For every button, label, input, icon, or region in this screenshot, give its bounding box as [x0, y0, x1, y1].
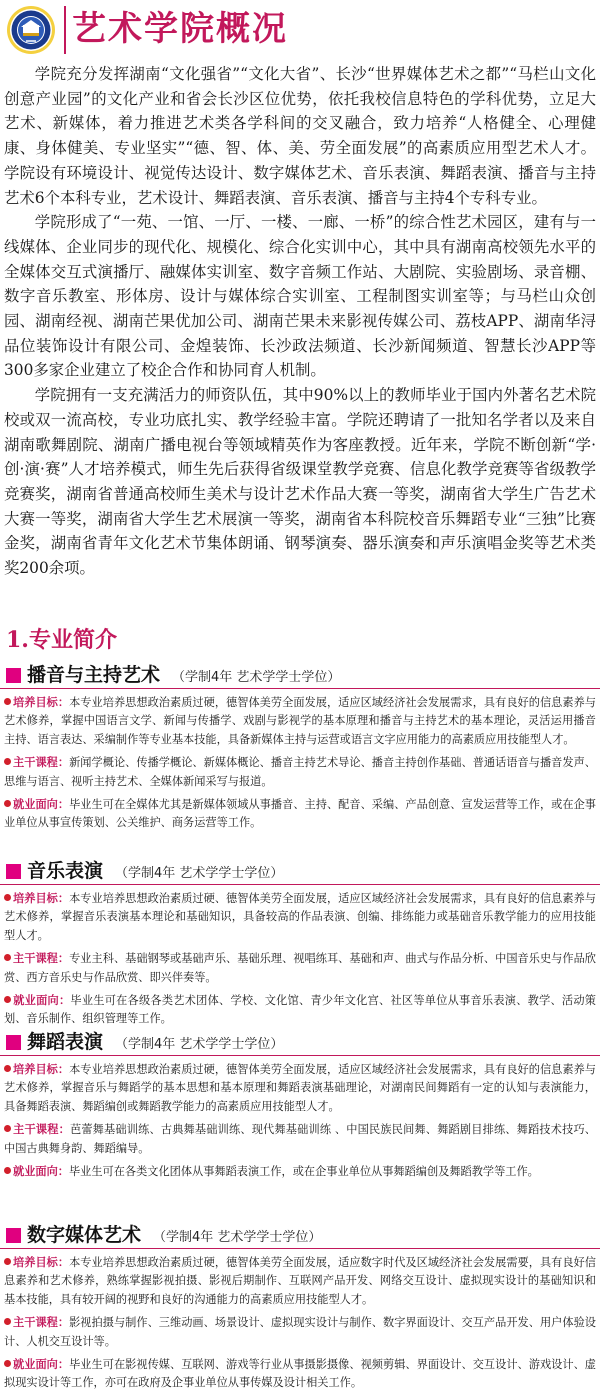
bullet-dot-icon [4, 996, 11, 1003]
major-music-performance [0, 860, 600, 1029]
bullet-dot-icon [4, 800, 11, 807]
course-text: 新闻学概论、传播学概论、新媒体概论、播音主持艺术导论、播音主持创作基础、普通话语音与播音发声、思维与语言、视听主持艺术、全媒体新闻采写与报道。 [4, 756, 596, 788]
square-bullet-icon [6, 668, 21, 683]
section-title: 1.专业简介 [6, 627, 117, 653]
job-label: 就业面向： [13, 797, 70, 812]
goal-label: 培养目标： [13, 1255, 70, 1269]
header [0, 0, 600, 56]
major-jobs [4, 795, 596, 833]
goal-label: 培养目标： [13, 1062, 70, 1076]
major-name: 舞蹈表演 （学制4年 艺术学学士学位） [27, 1031, 284, 1053]
bullet-dot-icon [4, 954, 11, 961]
job-label: 就业面向： [13, 1357, 70, 1372]
major-header [0, 664, 600, 689]
university-emblem-icon [6, 5, 56, 55]
goal-text: 本专业培养思想政治素质过硬、德智体美劳全面发展，适应区域经济社会发展需求，具有良好的信息素养与艺术修养，掌握音乐表演基本理论和基础知识，具备较高的作品表演、创编、排练能力或基础音乐教学能力的应用技能型人才。 [4, 892, 596, 942]
major-jobs [4, 1355, 596, 1393]
major-degree: （学制4年 艺术学学士学位） [115, 1037, 284, 1052]
major-name: 播音与主持艺术 （学制4年 艺术学学士学位） [27, 664, 341, 686]
intro-paragraph: 学院拥有一支充满活力的师资队伍，其中90%以上的教师毕业于国内外著名艺术院校或双一流高校，专业功底扎实、教学经验丰富。学院还聘请了一批知名学者以及来自湖南歌舞剧院、湖南广播电视台等领域精英作为客座教授。近年来，学院不断创新“学·创·演·赛”人才培养模式，师生先后获得省级课堂教学竞赛、信息化教学竞赛等省级教学竞赛奖，湖南省普通高校师生美术与设计艺术作品大赛一等奖，湖南省大学生广告艺术大赛一等奖，湖南省大学生艺术展演一等奖，湖南省本科院校音乐舞蹈专业“三独”比赛金奖，湖南省青年文化艺术节集体朗诵、钢琴演奏、器乐演奏和声乐演唱金奖等艺术类奖200余项。 [4, 386, 596, 578]
major-jobs [4, 1162, 596, 1181]
course-label: 主干课程： [13, 1315, 70, 1330]
bullet-dot-icon [4, 1065, 11, 1072]
major-courses [4, 949, 596, 987]
major-goal [4, 1060, 596, 1116]
goal-text: 本专业培养思想政治素质过硬，德智体美劳全面发展，适应数字时代及区域经济社会发展需要，具有良好信息素养和艺术修养，熟练掌握影视拍摄、影视后期制作、互联网产品开发、网络交互设计、虚拟现实设计的基础知识和基本技能，具有较开阔的视野和良好的沟通能力的高素质应用技能型人才。 [4, 1256, 596, 1306]
course-text: 影视拍摄与制作、三维动画、场景设计、虚拟现实设计与制作、数字界面设计、交互产品开发、用户体验设计、人机交互设计等。 [4, 1316, 596, 1348]
goal-label: 培养目标： [13, 695, 70, 709]
major-digital-media-art [0, 1224, 600, 1393]
job-text: 毕业生可在各级各类艺术团体、学校、文化馆、青少年文化宫、社区等单位从事音乐表演、教学、活动策划、音乐制作、组织管理等工作。 [4, 994, 596, 1026]
major-name: 音乐表演 （学制4年 艺术学学士学位） [27, 860, 284, 882]
bullet-dot-icon [4, 1125, 11, 1132]
title-divider [64, 6, 66, 54]
square-bullet-icon [6, 1035, 21, 1050]
major-header [0, 1224, 600, 1249]
goal-text: 本专业培养思想政治素质过硬，德智体美劳全面发展，适应区域经济社会发展需求，具有良好的信息素养与艺术修养，掌握音乐与舞蹈学的基本思想和基本原理和舞蹈表演基础理论，对湖南民间舞蹈有一定的认知与表演能力，具备舞蹈表演、舞蹈编创或舞蹈教学能力的高素质应用技能型人才。 [4, 1063, 596, 1113]
job-text: 毕业生可在影视传媒、互联网、游戏等行业从事摄影摄像、视频剪辑、界面设计、交互设计、游戏设计、虚拟现实设计等工作，亦可在政府及企事业单位从事传媒及设计相关工作。 [4, 1358, 596, 1390]
major-goal [4, 693, 596, 749]
bullet-dot-icon [4, 1318, 11, 1325]
goal-text: 本专业培养思想政治素质过硬，德智体美劳全面发展，适应区域经济社会发展需求，具有良好的信息素养与艺术修养，掌握中国语言文学、新闻与传播学、戏剧与影视学的基本原理和播音与主持艺术的基本理论，灵活运用播音主持、语言表达、采编制作等专业基本技能，具备新媒体主持与运营或语言文字应用能力的高素质应用技能型人才。 [4, 696, 596, 746]
bullet-dot-icon [4, 1167, 11, 1174]
major-courses [4, 1120, 596, 1158]
major-goal [4, 889, 596, 945]
job-label: 就业面向： [13, 993, 71, 1008]
major-courses [4, 753, 596, 791]
bullet-dot-icon [4, 894, 11, 901]
bullet-dot-icon [4, 698, 11, 705]
major-header [0, 1031, 600, 1056]
bullet-dot-icon [4, 1360, 11, 1367]
course-label: 主干课程： [13, 755, 70, 770]
major-goal [4, 1253, 596, 1309]
page-title: 艺术学院概况 [72, 9, 288, 49]
major-name: 数字媒体艺术 （学制4年 艺术学学士学位） [27, 1224, 322, 1246]
course-text: 专业主科、基础钢琴或基础声乐、基础乐理、视唱练耳、基础和声、曲式与作品分析、中国音乐史与作品欣赏、西方音乐史与作品欣赏、即兴伴奏等。 [4, 952, 596, 984]
major-broadcasting [0, 664, 600, 833]
major-degree: （学制4年 艺术学学士学位） [115, 866, 284, 881]
square-bullet-icon [6, 864, 21, 879]
major-jobs [4, 991, 596, 1029]
square-bullet-icon [6, 1228, 21, 1243]
intro-paragraph: 学院充分发挥湖南“文化强省”“文化大省”、长沙“世界媒体艺术之都”“马栏山文化创意产业园”的文化产业和省会长沙区位优势，依托我校信息特色的学科优势，立足大艺术、新媒体，着力推进艺术类各学科间的交叉融合，致力培养“人格健全、心理健康、身体健美、专业坚实”“德、智、体、美、劳全面发展”的高素质应用型艺术人才。学院设有环境设计、视觉传达设计、数字媒体艺术、音乐表演、舞蹈表演、播音与主持艺术6个本科专业，艺术设计、舞蹈表演、音乐表演、播音与主持4个专科专业。 [4, 65, 596, 207]
course-label: 主干课程： [13, 1122, 70, 1137]
goal-label: 培养目标： [13, 891, 70, 905]
bullet-dot-icon [4, 758, 11, 765]
course-text: 芭蕾舞基础训练、古典舞基础训练、现代舞基础训练 、中国民族民间舞、舞蹈剧目排练、舞蹈技术技巧、中国古典舞身韵、舞蹈编导。 [4, 1123, 596, 1155]
major-degree: （学制4年 艺术学学士学位） [153, 1230, 322, 1245]
major-header [0, 860, 600, 885]
intro [4, 62, 596, 581]
intro-paragraph: 学院形成了“一苑、一馆、一厅、一楼、一廊、一桥”的综合性艺术园区，建有与一线媒体、企业同步的现代化、规模化、综合化实训中心，其中具有湖南高校领先水平的全媒体交互式演播厅、融媒体实训室、数字音频工作站、大剧院、实验剧场、录音棚、数字音乐教室、形体房、设计与媒体综合实训室、工程制图实训室等；与马栏山众创园、湖南经视、湖南芒果优加公司、湖南芒果未来影视传媒公司、荔枝APP、湖南华浔品位装饰设计有限公司、金煌装饰、长沙政法频道、长沙新闻频道、智慧长沙APP等300多家企业建立了校企合作和协同育人机制。 [4, 213, 596, 380]
major-courses [4, 1313, 596, 1351]
job-label: 就业面向： [13, 1164, 69, 1179]
course-label: 主干课程： [13, 951, 70, 966]
bullet-dot-icon [4, 1258, 11, 1265]
major-degree: （学制4年 艺术学学士学位） [172, 670, 341, 685]
major-dance-performance [0, 1031, 600, 1181]
job-text: 毕业生可在全媒体尤其是新媒体领域从事播音、主持、配音、采编、产品创意、宣发运营等工作，或在企事业单位从事宣传策划、公关维护、商务运营等工作。 [4, 798, 596, 830]
job-text: 毕业生可在各类文化团体从事舞蹈表演工作，或在企事业单位从事舞蹈编创及舞蹈教学等工作。 [68, 1165, 539, 1179]
